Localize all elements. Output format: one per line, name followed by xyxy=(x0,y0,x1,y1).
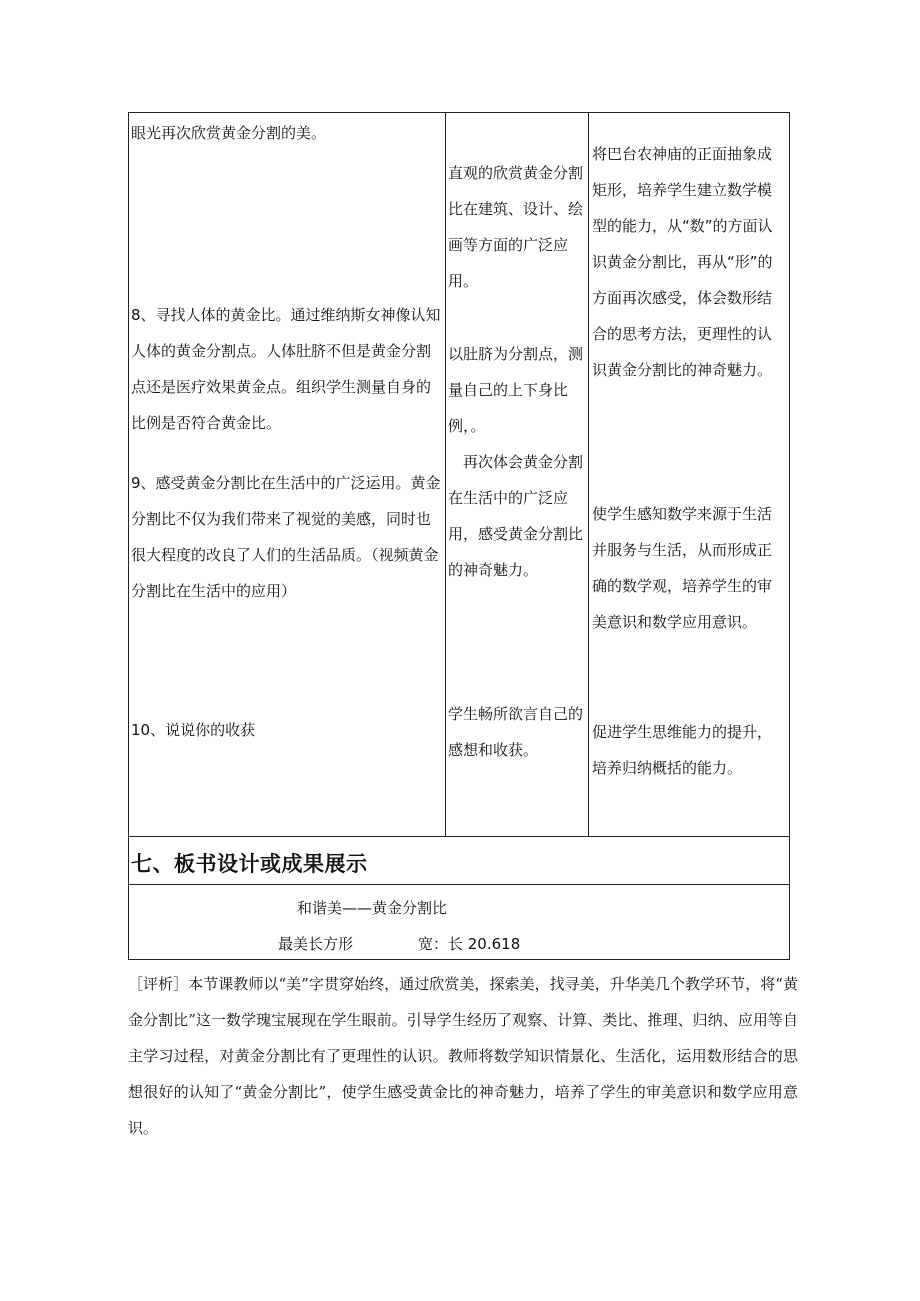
board-title: 和谐美——黄金分割比 xyxy=(297,899,448,917)
intent-cell-1: 将巴台农神庙的正面抽象成矩形，培养学生建立数学模型的能力，从“数”的方面认识黄金分割比，再从“形”的方面再次感受，体会数形结合的思考方法，更理性的认识黄金分割比的神奇魅力。 xyxy=(592,145,773,379)
intent-cell-9: 使学生感知数学来源于生活并服务与生活，从而形成正确的数学观，培养学生的审美意识和数学应用意识。 xyxy=(592,505,773,631)
row-divider-board xyxy=(128,884,790,885)
activity-cell-10: 10、说说你的收获 xyxy=(131,721,256,739)
activity-cell-1: 眼光再次欣赏黄金分割的美。 xyxy=(131,124,327,142)
column-divider-1 xyxy=(445,112,446,836)
student-cell-10: 学生畅所欲言自己的感想和收获。 xyxy=(448,705,584,759)
student-cell-8: 以肚脐为分割点，测量自己的上下身比例，。 xyxy=(448,345,584,435)
section7-title: 七、板书设计或成果展示 xyxy=(131,852,368,876)
column-divider-2 xyxy=(588,112,589,836)
board-item: 最美长方形 xyxy=(278,935,354,953)
activity-cell-8: 8、寻找人体的黄金比。通过维纳斯女神像认知人体的黄金分割点。人体肚脐不但是黄金分割点还是医疗效果黄金点。组织学生测量自身的比例是否符合黄金比。 xyxy=(131,306,441,432)
board-ratio: 宽：长 20.618 xyxy=(418,935,521,953)
row-divider-section7 xyxy=(128,836,790,837)
student-cell-9: 再次体会黄金分割在生活中的广泛应用，感受黄金分割比的神奇魅力。 xyxy=(448,453,584,579)
intent-cell-10: 促进学生思维能力的提升，培养归纳概括的能力。 xyxy=(592,723,773,777)
activity-cell-9: 9、感受黄金分割比在生活中的广泛运用。黄金分割比不仅为我们带来了视觉的美感，同时也很大程度的改良了人们的生活品质。（视频黄金分割比在生活中的应用） xyxy=(131,474,441,600)
commentary-paragraph: ［评析］本节课教师以“美”字贯穿始终，通过欣赏美，探索美，找寻美，升华美几个教学环节，将“黄金分割比”这一数学瑰宝展现在学生眼前。引导学生经历了观察、计算、类比、推理、归纳、应用等自主学习过程，对黄金分割比有了更理性的认识。教师将数学知识情景化、生活化，运用数形结合的思想很好的认知了“黄金分割比”，使学生感受黄金比的神奇魅力，培养了学生的审美意识和数学应用意识。 xyxy=(128,975,798,1137)
student-cell-1: 直观的欣赏黄金分割比在建筑、设计、绘画等方面的广泛应用。 xyxy=(448,164,584,290)
